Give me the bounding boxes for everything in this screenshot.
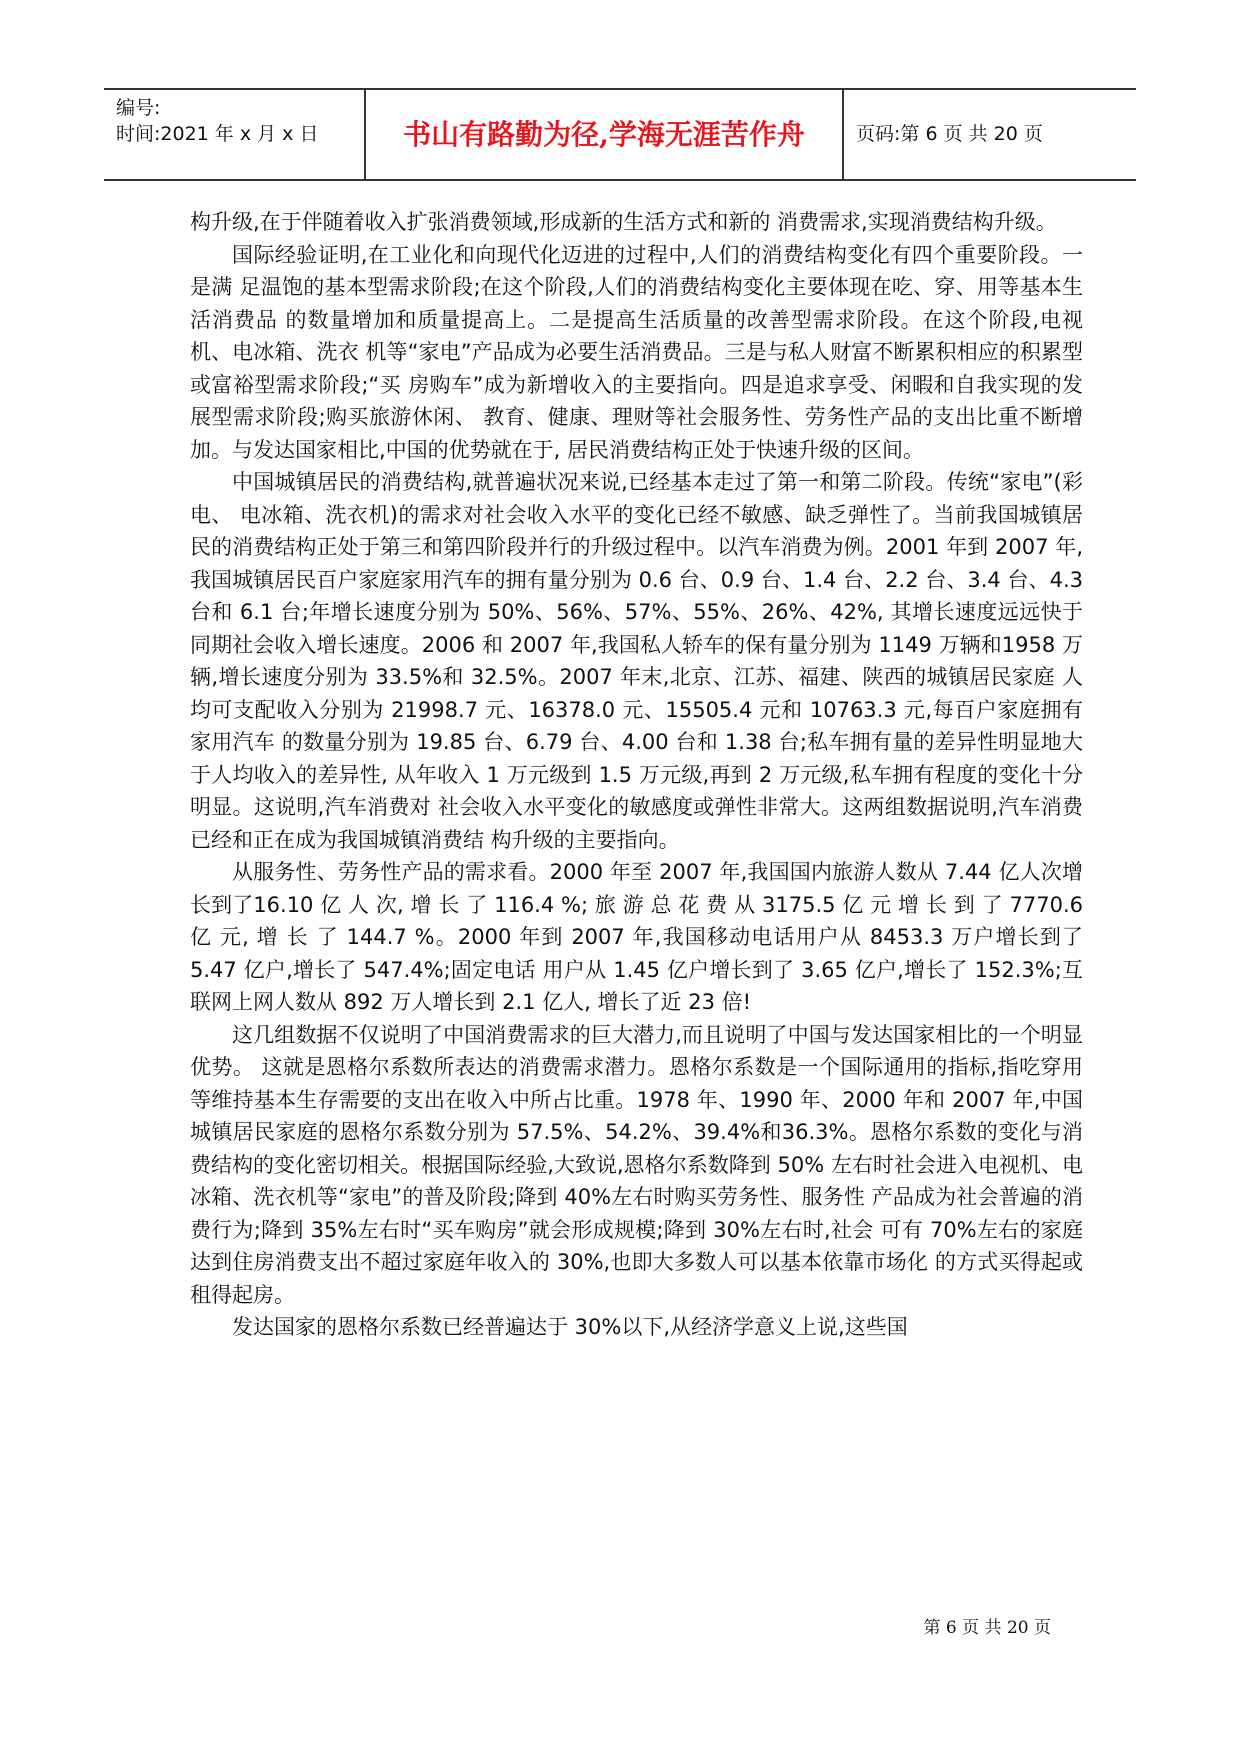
paragraph: 中国城镇居民的消费结构,就普遍状况来说,已经基本走过了第一和第二阶段。传统“家电”(彩电、 电冰箱、洗衣机)的需求对社会收入水平的变化已经不敏感、缺乏弹性了。当前我国城镇居民的消费结构正处于第三和第四阶段并行的升级过程中。以汽车消费为例。2001 年到 2007 年,我国城镇居民百户家庭家用汽车的拥有量分别为 0.6 台、0.9 台、1.4 台、2.2 台、3.4 台、4.3 台和 6.1 台;年增长速度分别为 50%、56%、57%、55%、26%、42%, 其增长速度远远快于同期社会收入增长速度。2006 和 2007 年,我国私人轿车的保有量分别为 1149 万辆和1958 万辆,增长速度分别为 33.5%和 32.5%。2007 年末,北京、江苏、福建、陕西的城镇居民家庭 人均可支配收入分别为 21998.7 元、16378.0 元、15505.4 元和 10763.3 元,每百户家庭拥有家用汽车 的数量分别为 19.85 台、6.79 台、4.00 台和 1.38 台;私车拥有量的差异性明显地大于人均收入的差异性, 从年收入 1 万元级到 1.5 万元级,再到 2 万元级,私车拥有程度的变化十分明显。这说明,汽车消费对 社会收入水平变化的敏感度或弹性非常大。这两组数据说明,汽车消费已经和正在成为我国城镇消费结 构升级的主要指向。	[190, 470, 1083, 852]
document-time-label: 时间:2021 年 x 月 x 日	[116, 123, 319, 145]
header-info-cell	[104, 90, 366, 179]
header-page-number: 页码:第 6 页 共 20 页	[856, 123, 1043, 145]
paragraph: 这几组数据不仅说明了中国消费需求的巨大潜力,而且说明了中国与发达国家相比的一个明显优势。 这就是恩格尔系数所表达的消费需求潜力。恩格尔系数是一个国际通用的指标,指吃穿用等维持基本生存需要的支出在收入中所占比重。1978 年、1990 年、2000 年和 2007 年,中国城镇居民家庭的恩格尔系数分别为 57.5%、54.2%、39.4%和36.3%。恩格尔系数的变化与消费结构的变化密切相关。根据国际经验,大致说,恩格尔系数降到 50% 左右时社会进入电视机、电冰箱、洗衣机等“家电”的普及阶段;降到 40%左右时购买劳务性、服务性 产品成为社会普遍的消费行为;降到 35%左右时“买车购房”就会形成规模;降到 30%左右时,社会 可有 70%左右的家庭达到住房消费支出不超过家庭年收入的 30%,也即大多数人可以基本依靠市场化 的方式买得起或租得起房。	[190, 1022, 1083, 1307]
document-number-label: 编号:	[116, 97, 161, 119]
page-footer-number: 第 6 页 共 20 页	[923, 1618, 1051, 1638]
header-motto: 书山有路勤为径,学海无涯苦作舟	[366, 90, 844, 179]
paragraph: 从服务性、劳务性产品的需求看。2000 年至 2007 年,我国国内旅游人数从 7.44 亿人次增长到了16.10 亿 人 次, 增 长 了 116.4 %; 旅 游 总 花 费 从 3175.5 亿 元 增 长 到 了 7770.6 亿 元, 增 长 了 144.7 %。2000 年到 2007 年,我国移动电话用户从 8453.3 万户增长到了 5.47 亿户,增长了 547.4%;固定电话 用户从 1.45 亿户增长到了 3.65 亿户,增长了 152.3%;互联网上网人数从 892 万人增长到 2.1 亿人, 增长了近 23 倍!	[190, 860, 1083, 1014]
paragraph: 发达国家的恩格尔系数已经普遍达于 30%以下,从经济学意义上说,这些国	[232, 1315, 908, 1339]
paragraph: 国际经验证明,在工业化和向现代化迈进的过程中,人们的消费结构变化有四个重要阶段。一是满 足温饱的基本型需求阶段;在这个阶段,人们的消费结构变化主要体现在吃、穿、用等基本生活消费品 的数量增加和质量提高上。二是提高生活质量的改善型需求阶段。在这个阶段,电视机、电冰箱、洗衣 机等“家电”产品成为必要生活消费品。三是与私人财富不断累积相应的积累型或富裕型需求阶段;“买 房购车”成为新增收入的主要指向。四是追求享受、闲暇和自我实现的发展型需求阶段;购买旅游休闲、 教育、健康、理财等社会服务性、劳务性产品的支出比重不断增加。与发达国家相比,中国的优势就在于, 居民消费结构正处于快速升级的区间。	[190, 242, 1083, 462]
document-body	[190, 206, 1083, 1344]
page-header	[104, 88, 1136, 181]
paragraph-continued: 构升级,在于伴随着收入扩张消费领域,形成新的生活方式和新的 消费需求,实现消费结构升级。	[190, 210, 1057, 234]
